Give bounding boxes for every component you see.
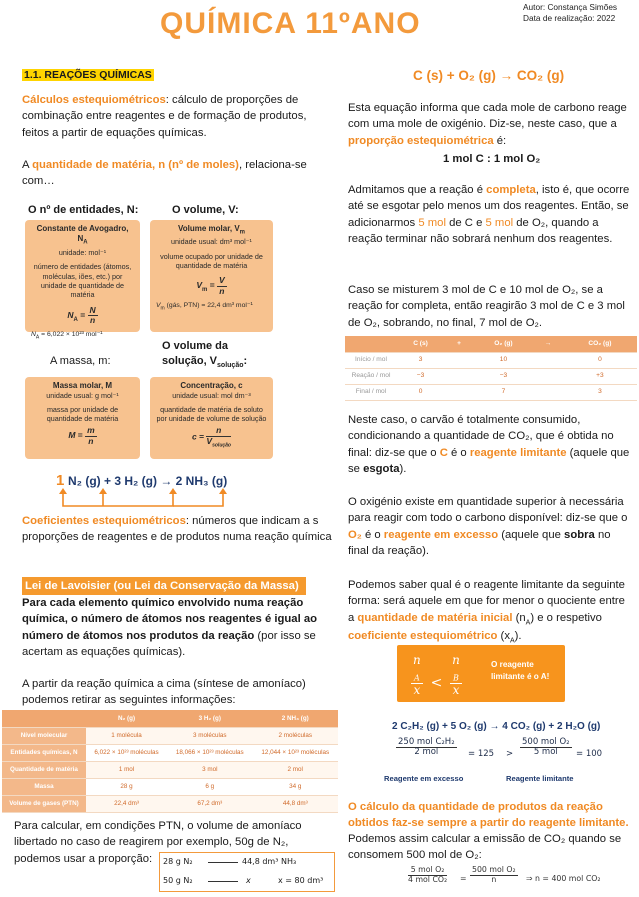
proportion-line	[208, 881, 238, 882]
page-title: QUÍMICA 11ºANO	[160, 7, 421, 40]
table-row: Quantidade de matéria 1 mol 3 mol 2 mol	[2, 761, 338, 778]
table-header-row: C (s) + O₂ (g) → CO₂ (g)	[345, 336, 637, 352]
label-volume: O volume, V:	[172, 204, 239, 216]
complete-reaction-text: Admitamos que a reação é completa, isto é, que ocorre até se esgotar pelo menos um dos reagentes. Então, se adicionarmos 5 mol de C e 5 mol de O₂, quando a reação terminar não sobrará nenhum dos reagentes.	[348, 184, 630, 246]
ethyne-equation: 2 C₂H₂ (g) + 5 O₂ (g) → 4 CO₂ (g) + 2 H₂O (g)	[392, 721, 601, 732]
molar-volume-formula: $V_m$ = $\frac{V}{n}$	[196, 275, 225, 296]
carbon-reaction-table	[345, 336, 637, 401]
quantity-intro: A quantidade de matéria, n (nº de moles), relaciona-se com…	[22, 159, 307, 188]
limiting-rule-text: O reagente limitante é o A!	[491, 660, 550, 682]
label-excess-reagent: Reagente em excesso	[384, 774, 464, 783]
ptn-calculation-text: Para calcular, em condições PTN, o volume de amoníaco libertado no caso de reagirem por exemplo, 50g de N₂, podemos usar a proporção:	[14, 820, 302, 865]
table-row: Final / mol 0 7 3	[345, 384, 637, 400]
concentration-unit: unidade usual: mol dm⁻³	[172, 391, 251, 401]
ammonia-info-intro: A partir da reação química a cima (síntese de amoníaco) podemos retirar as seguintes informações:	[22, 678, 306, 707]
molar-mass-unit: unidade usual: g mol⁻¹	[46, 391, 119, 401]
carbon-intro: Esta equação informa que cada mole de carbono reage com uma mole de oxigénio. Diz-se, neste caso, que a proporção estequiométrica é:	[348, 102, 627, 147]
table-header-row: N₂ (g) 3 H₂ (g) 2 NH₃ (g)	[2, 710, 338, 727]
mixture-case-text: Caso se misturem 3 mol de C e 10 mol de O₂, se a reação for completa, então reagirão 3 mol de C e 3 mol de O₂, sobrando, no final, 7 mol de O₂.	[348, 284, 625, 329]
co2-calculation: 5 mol O₂ 4 mol CO₂ = 500 mol O₂ n ⇒ n = 400 mol CO₂	[408, 865, 601, 884]
coefficient-one: 1	[56, 472, 65, 489]
product-calculation-title: O cálculo da quantidade de produtos da reação obtidos faz-se sempre a partir do reagente limitante.	[348, 801, 629, 830]
ammonia-table	[2, 710, 338, 813]
lavoisier-title: Lei de Lavoisier (ou Lei da Conservação da Massa)	[22, 577, 306, 595]
author-name: Autor: Constança Simões	[523, 2, 618, 12]
avogadro-value: $N_A = 6,022 \times 10^{23}$ mol⁻¹	[31, 331, 103, 341]
molar-volume-unit: unidade usual: dm³ mol⁻¹	[171, 237, 252, 247]
carbon-equation: C (s) + O₂ (g) → CO₂ (g)	[413, 68, 565, 83]
author-block	[523, 2, 617, 24]
avogadro-desc: número de entidades (átomos, moléculas, iões, etc.) por unidade de quantidade de matéria	[33, 262, 132, 300]
limiting-rule-box	[397, 645, 565, 713]
excess-reagent-text: O oxigénio existe em quantidade superior à necessária para reagir com todo o carbono disponível: diz-se que o O₂ é o reagente em excesso (aquele que sobra no final da reação).	[348, 496, 628, 558]
creation-date: Data de realização: 2022	[523, 13, 616, 24]
coefficient-arrows	[55, 486, 245, 514]
avogadro-unit: unidade: mol⁻¹	[58, 247, 107, 257]
table-row: Nível molecular 1 molécula 3 moléculas 2 moléculas	[2, 727, 338, 744]
product-calculation-text: Podemos assim calcular a emissão de CO₂ quando se consomem 500 mol de O₂:	[348, 833, 622, 862]
molar-volume-box	[150, 220, 273, 332]
table-row: Início / mol 3 10 0	[345, 352, 637, 368]
limiting-rule-formula: n $_A$ x $_A$ < n $_B$ x $_B$	[413, 653, 460, 713]
table-row: Reação / mol −3 −3 +3	[345, 368, 637, 384]
table-row: Massa 28 g 6 g 34 g	[2, 778, 338, 795]
section-title: 1.1. REAÇÕES QUÍMICAS	[24, 69, 152, 81]
ammonia-equation: N₂ (g) + 3 H₂ (g) → 2 NH₃ (g)	[68, 474, 228, 488]
avogadro-title: Constante de Avogadro, $N_A$	[36, 224, 129, 246]
calc-definition: Cálculos estequiométricos: cálculo de proporções de combinação entre reagentes e de formação de produtos, feitos a partir de equações químicas.	[22, 94, 307, 139]
stoichiometric-ratio: 1 mol C : 1 mol O₂	[443, 153, 541, 165]
avogadro-box	[25, 220, 140, 341]
label-entities: O nº de entidades, N:	[28, 204, 139, 216]
molar-mass-desc: massa por unidade de quantidade de matéria	[46, 404, 119, 424]
lavoisier-law: Para cada elemento químico envolvido numa reação química, o número de átomos nos reagentes é igual ao número de átomos nos produtos da reação (por isso se acertam as equações químicas).	[22, 597, 318, 659]
limiting-method-text: Podemos saber qual é o reagente limitante da seguinte forma: será aquele em que for menor o quociente entre a quantidade de matéria inicial $(n_A)$ e o respetivo coeficiente estequiométrico $(x_A)$.	[348, 579, 625, 645]
label-mass: A massa, m:	[50, 355, 111, 367]
concentration-title: Concentração, c	[180, 381, 243, 390]
molar-mass-title: Massa molar, M	[52, 381, 113, 390]
molar-volume-desc: volume ocupado por unidade de quantidade de matéria	[160, 251, 263, 271]
molar-mass-formula: M = $\frac{m}{n}$	[68, 425, 95, 446]
label-solution-volume: O volume da solução, $V_{solução}$:	[162, 340, 248, 370]
molar-volume-value: $V_m$ (gás, PTN) = 22,4 dm³ mol⁻¹	[156, 302, 253, 312]
proportion-line	[208, 862, 238, 863]
proportion-box: 28 g N₂ 44,8 dm³ NH₃ 50 g N₂ x x = 80 dm³	[159, 852, 335, 892]
concentration-box	[150, 377, 273, 459]
limiting-reagent-text: Neste caso, o carvão é totalmente consumido, condicionando a quantidade de CO₂, que é obtida no final: diz-se que o C é o reagente limitante (aquele que se esgota).	[348, 414, 630, 476]
table-row: Entidades químicas, N 6,022 × 10²³ moléculas 18,066 × 10²³ moléculas 12,044 × 10²³ moléculas	[2, 744, 338, 761]
table-row: Volume de gases (PTN) 22,4 dm³ 67,2 dm³ 44,8 dm³	[2, 795, 338, 812]
concentration-formula: c = $\frac{n}{V_{solução}}$	[192, 425, 231, 449]
molar-volume-title: Volume molar, $V_m$	[178, 224, 245, 236]
coefficient-definition: Coeficientes estequiométricos: números que indicam a s proporções de reagentes e de produtos numa reação química	[22, 515, 332, 544]
molar-mass-box	[25, 377, 140, 459]
label-limiting-reagent: Reagente limitante	[506, 774, 574, 783]
avogadro-formula: $N_A$ = $\frac{N}{n}$	[67, 304, 96, 325]
ethyne-example: 250 mol C₂H₂ 2 mol = 125 > 500 mol O₂ 5 mol = 100	[398, 737, 603, 759]
concentration-desc: quantidade de matéria de soluto por unidade de volume de solução	[156, 404, 267, 424]
